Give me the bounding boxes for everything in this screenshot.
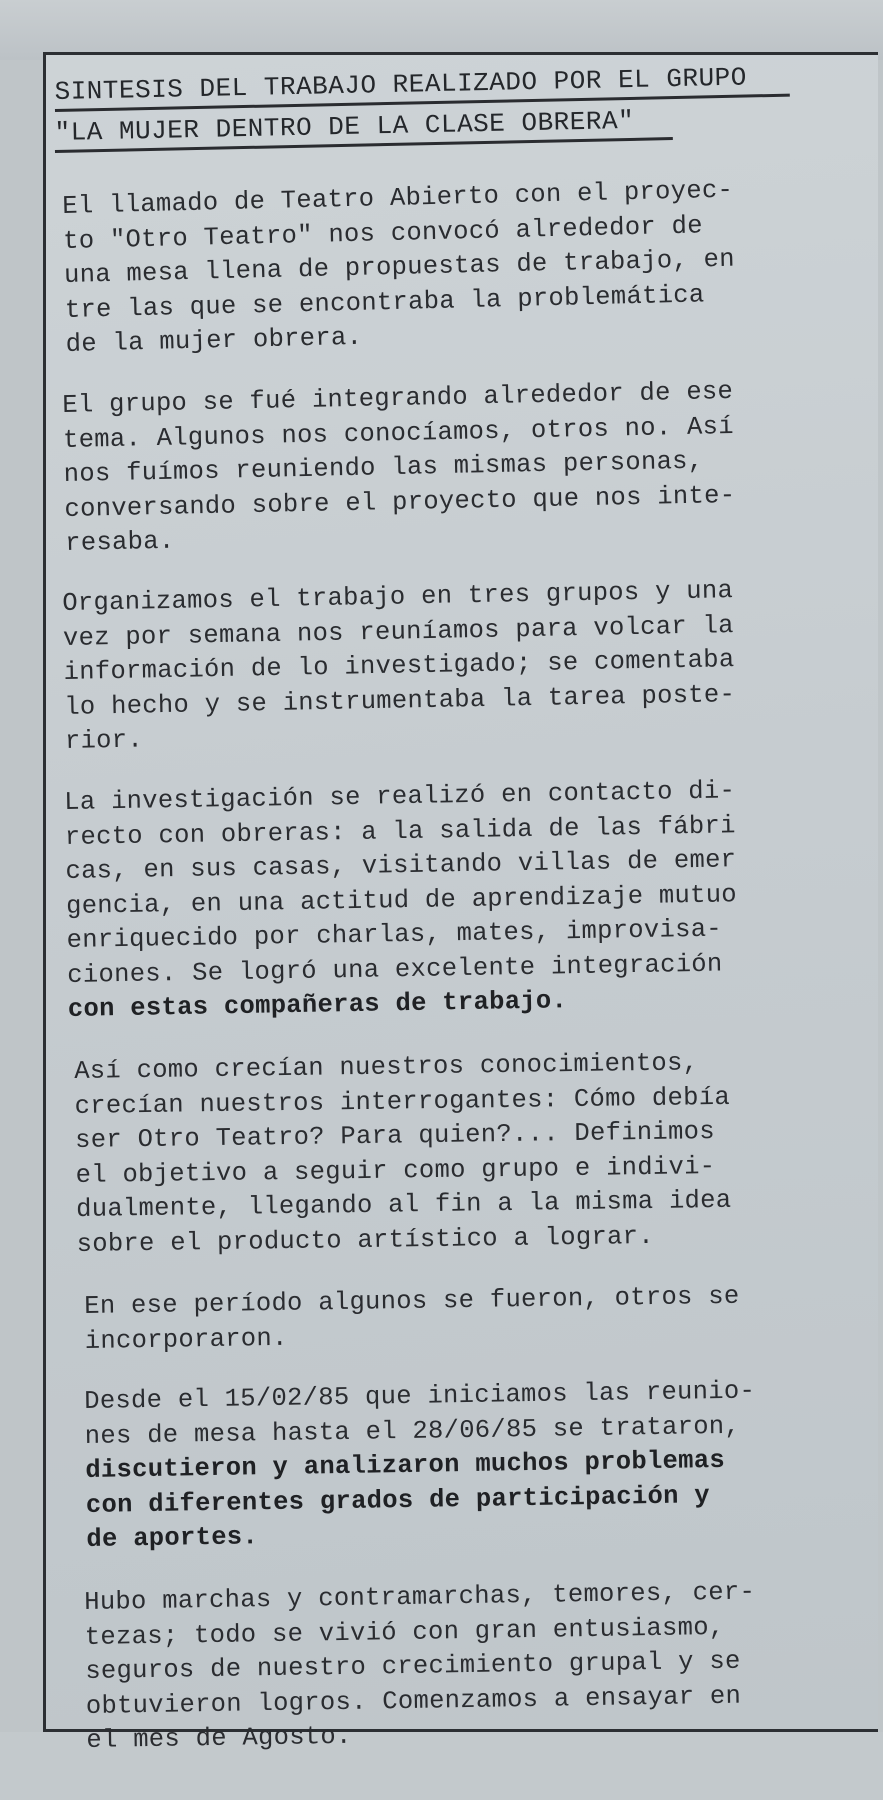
background-top <box>0 0 883 60</box>
text-line: crecían nuestros interrogantes: Cómo debía <box>74 1082 731 1121</box>
text-line: tema. Algunos nos conocíamos, otros no. Así <box>62 410 735 454</box>
text-line: información de lo investigado; se comentaba <box>63 645 735 687</box>
text-line: ser Otro Teatro? Para quien?... Definimos <box>74 1117 716 1155</box>
paragraph-8 <box>84 1573 855 1758</box>
text-line: obtuvieron logros. Comenzamos a ensayar en <box>85 1680 742 1720</box>
paragraph-6 <box>84 1278 853 1359</box>
text-line: rior. <box>64 725 144 756</box>
title-line-2: "LA MUJER DENTRO DE LA CLASE OBRERA" <box>54 103 673 153</box>
text-line: de aportes. <box>86 1522 259 1554</box>
text-line: una mesa llena de propuestas de trabajo, en <box>63 244 736 290</box>
text-line: ciones. Se logró una excelente integración <box>67 948 723 989</box>
document-title <box>54 62 795 153</box>
text-line: resaba. <box>64 526 175 558</box>
text-line: con diferentes grados de participación y <box>85 1480 711 1520</box>
text-line: recto con obreras: a la salida de las fábri <box>64 810 736 851</box>
text-line: enriquecido por charlas, mates, improvisa- <box>66 914 723 955</box>
text-line: Hubo marchas y contramarchas, temores, cer- <box>84 1576 756 1617</box>
text-line: tre las que se encontraba la problemática <box>64 279 705 325</box>
text-line: el mes de Agosto. <box>86 1721 352 1755</box>
text-line: Desde el 15/02/85 que iniciamos las reunio- <box>84 1376 756 1416</box>
text-line: tezas; todo se vivió con gran entusiasmo, <box>84 1611 725 1651</box>
text-line: En ese período algunos se fueron, otros se <box>84 1281 740 1321</box>
text-line: Organizamos el trabajo en tres grupos y una <box>62 576 734 618</box>
paragraph-3 <box>62 572 855 760</box>
text-line: dualmente, llegando al fin a la misma idea <box>75 1185 732 1224</box>
text-line: nos fuímos reuniendo las mismas personas, <box>63 446 704 489</box>
text-line: conversando sobre el proyecto que nos inte- <box>64 479 736 523</box>
document-body <box>62 175 852 1786</box>
text-line: de la mujer obrera. <box>65 322 363 359</box>
text-line: nes de mesa hasta el 28/06/85 se trataron, <box>84 1411 741 1451</box>
text-line: seguros de nuestro crecimiento grupal y se <box>85 1646 741 1686</box>
text-line: incorporaron. <box>84 1323 288 1356</box>
paragraph-1 <box>62 171 856 363</box>
text-line: El grupo se fué integrando alrededor de ese <box>62 376 734 420</box>
paragraph-2 <box>62 372 855 561</box>
text-line: lo hecho y se instrumentaba la tarea poste- <box>64 679 736 722</box>
text-line: el objetivo a seguir como grupo e indivi- <box>75 1151 716 1190</box>
title-line-1: SINTESIS DEL TRABAJO REALIZADO POR EL GRUPO <box>54 60 790 112</box>
text-line: vez por semana nos reuníamos para volcar la <box>62 610 735 653</box>
text-line: discutieron y analizaron muchos problemas <box>85 1445 726 1485</box>
text-line: sobre el producto artístico a lograr. <box>76 1221 655 1259</box>
text-line: con estas compañeras de trabajo. <box>67 985 568 1024</box>
paragraph-7 <box>84 1373 855 1558</box>
text-line: La investigación se realizó en contacto di- <box>64 775 736 817</box>
text-line: gencia, en una actitud de aprendizaje mutuo <box>65 879 738 920</box>
text-line: Así como crecían nuestros conocimientos, <box>74 1048 699 1086</box>
paragraph-4 <box>64 772 856 1027</box>
text-line: to "Otro Teatro" nos convocó alrededor de <box>62 210 704 256</box>
text-line: cas, en sus casas, visitando villas de emer <box>65 844 737 886</box>
text-line: El llamado de Teatro Abierto con el proyec- <box>62 175 734 221</box>
paragraph-5 <box>74 1044 855 1262</box>
